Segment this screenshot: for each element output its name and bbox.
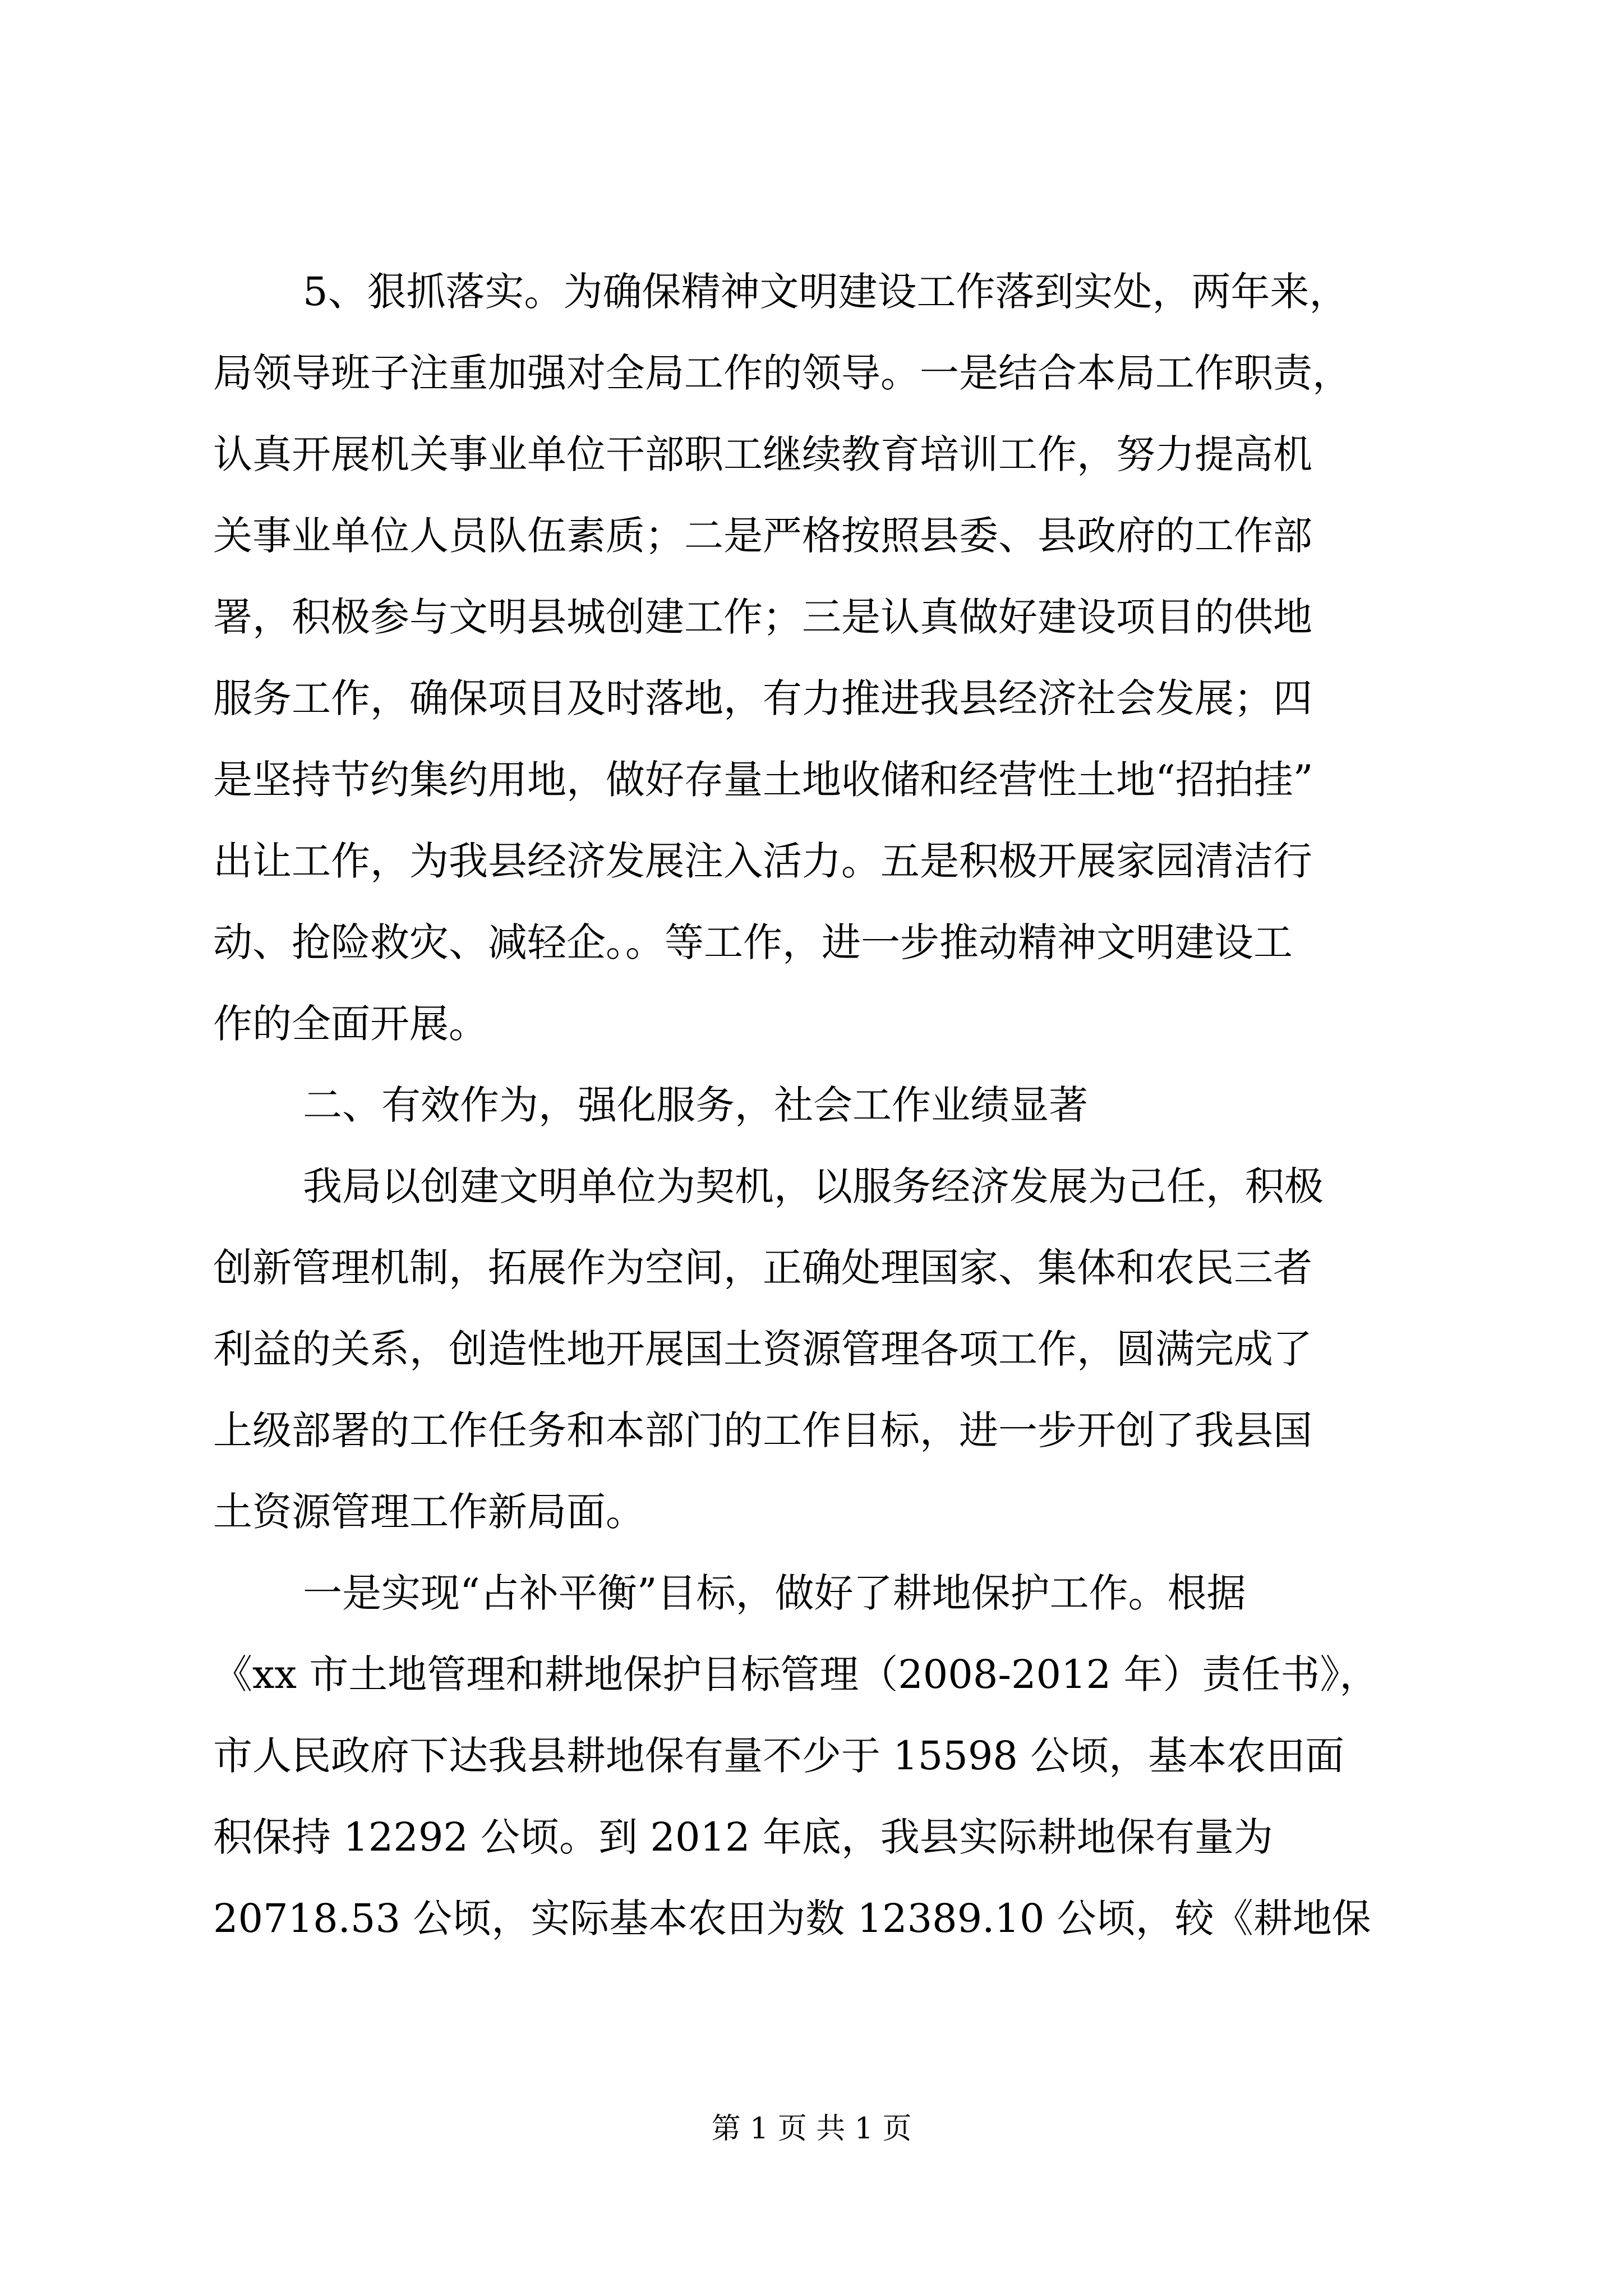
body-line: 出让工作，为我县经济发展注入活力。五是积极开展家园清洁行	[213, 838, 1312, 884]
body-line: 作的全面开展。	[213, 1001, 488, 1047]
section-heading: 二、有效作为，强化服务，社会工作业绩显著	[303, 1082, 1088, 1128]
body-line: 《xx 市土地管理和耕地保护目标管理（2008-2012 年）责任书》，	[213, 1651, 1379, 1697]
body-line: 动、抢险救灾、减轻企。。等工作，进一步推动精神文明建设工	[213, 919, 1293, 965]
body-line: 我局以创建文明单位为契机，以服务经济发展为己任，积极	[303, 1163, 1324, 1209]
body-line: 认真开展机关事业单位干部职工继续教育培训工作，努力提高机	[213, 431, 1312, 477]
page-number-footer: 第 1 页 共 1 页	[711, 2112, 912, 2146]
body-line: 服务工作，确保项目及时落地，有力推进我县经济社会发展；四	[213, 675, 1312, 721]
body-line: 是坚持节约集约用地，做好存量土地收储和经营性土地“招拍挂”	[213, 757, 1313, 803]
body-line: 5、狠抓落实。为确保精神文明建设工作落到实处，两年来，	[303, 269, 1349, 315]
body-line: 市人民政府下达我县耕地保有量不少于 15598 公顷，基本农田面	[213, 1733, 1345, 1779]
body-line: 关事业单位人员队伍素质；二是严格按照县委、县政府的工作部	[213, 513, 1312, 559]
body-line: 署，积极参与文明县城创建工作；三是认真做好建设项目的供地	[213, 594, 1312, 640]
body-line: 创新管理机制，拓展作为空间，正确处理国家、集体和农民三者	[213, 1245, 1312, 1291]
body-line: 局领导班子注重加强对全局工作的领导。一是结合本局工作职责，	[213, 350, 1352, 396]
body-line: 土资源管理工作新局面。	[213, 1489, 645, 1535]
body-line: 利益的关系，创造性地开展国土资源管理各项工作，圆满完成了	[213, 1326, 1312, 1372]
body-line: 积保持 12292 公顷。到 2012 年底，我县实际耕地保有量为	[213, 1814, 1273, 1860]
body-line: 上级部署的工作任务和本部门的工作目标，进一步开创了我县国	[213, 1407, 1312, 1453]
body-line: 一是实现“占补平衡”目标，做好了耕地保护工作。根据	[303, 1570, 1246, 1616]
body-line: 20718.53 公顷，实际基本农田为数 12389.10 公顷，较《耕地保	[213, 1895, 1371, 1941]
